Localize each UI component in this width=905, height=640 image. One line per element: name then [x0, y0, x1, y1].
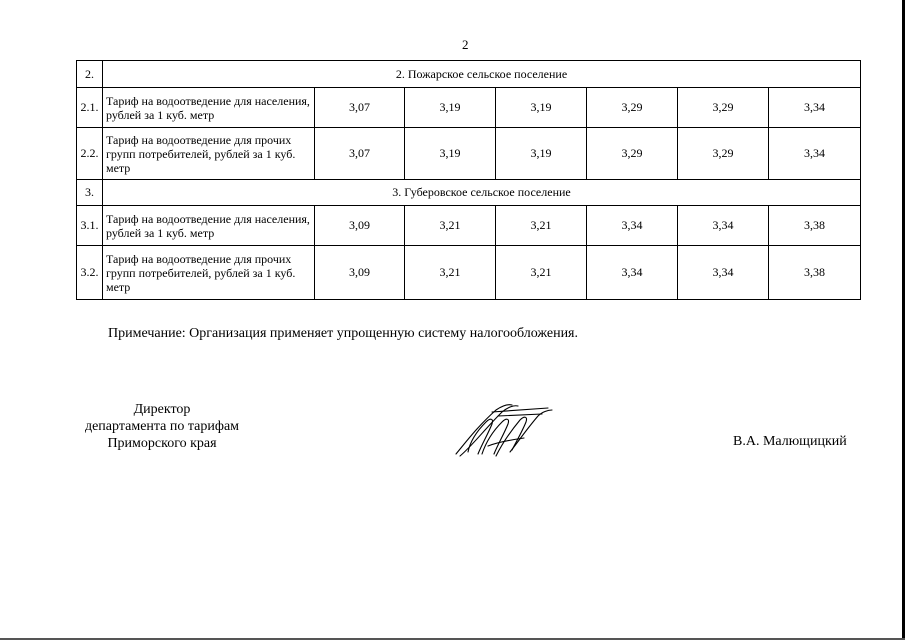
- section-number: 3.: [77, 180, 103, 206]
- section-header-row: [77, 180, 861, 206]
- page-number: 2: [462, 37, 469, 52]
- section-title: 3. Губеровское сельское поселение: [103, 180, 861, 206]
- table-row: [77, 128, 861, 180]
- table-row: [77, 206, 861, 246]
- tariff-value: 3,34: [587, 206, 678, 246]
- note-text: Примечание: Организация применяет упрощенную систему налогообложения.: [108, 326, 578, 341]
- tariff-value: 3,07: [315, 128, 405, 180]
- row-description: Тариф на водоотведение для населения, рублей за 1 куб. метр: [103, 88, 315, 128]
- tariff-value: 3,34: [678, 206, 769, 246]
- signer-name: В.А. Малющицкий: [733, 434, 847, 449]
- tariff-value: 3,34: [769, 88, 861, 128]
- director-line: департамента по тарифам: [84, 419, 240, 434]
- tariff-value: 3,09: [315, 206, 405, 246]
- table-row: [77, 246, 861, 300]
- tariff-value: 3,34: [678, 246, 769, 300]
- director-line: Приморского края: [107, 436, 217, 451]
- row-description: Тариф на водоотведение для прочих групп потребителей, рублей за 1 куб. метр: [103, 246, 315, 300]
- tariff-value: 3,21: [405, 246, 496, 300]
- section-title: 2. Пожарское сельское поселение: [103, 61, 861, 88]
- row-number: 2.2.: [77, 128, 103, 180]
- director-title: [74, 401, 250, 452]
- director-line: Директор: [133, 402, 191, 417]
- section-number: 2.: [77, 61, 103, 88]
- row-description: Тариф на водоотведение для прочих групп потребителей, рублей за 1 куб. метр: [103, 128, 315, 180]
- tariff-value: 3,29: [587, 88, 678, 128]
- row-description: Тариф на водоотведение для населения, рублей за 1 куб. метр: [103, 206, 315, 246]
- row-number: 3.2.: [77, 246, 103, 300]
- tariff-value: 3,21: [405, 206, 496, 246]
- tariff-value: 3,38: [769, 246, 861, 300]
- section-header-row: [77, 61, 861, 88]
- tariff-value: 3,34: [769, 128, 861, 180]
- tariff-value: 3,21: [496, 206, 587, 246]
- tariff-value: 3,19: [496, 88, 587, 128]
- tariff-value: 3,21: [496, 246, 587, 300]
- tariff-value: 3,09: [315, 246, 405, 300]
- row-number: 3.1.: [77, 206, 103, 246]
- tariff-value: 3,19: [405, 88, 496, 128]
- tariff-value: 3,19: [496, 128, 587, 180]
- tariff-value: 3,19: [405, 128, 496, 180]
- table-row: [77, 88, 861, 128]
- row-number: 2.1.: [77, 88, 103, 128]
- tariff-table: [76, 60, 861, 300]
- signature-image: [452, 402, 556, 460]
- tariff-value: 3,29: [587, 128, 678, 180]
- tariff-value: 3,29: [678, 88, 769, 128]
- tariff-value: 3,29: [678, 128, 769, 180]
- tariff-value: 3,07: [315, 88, 405, 128]
- tariff-value: 3,38: [769, 206, 861, 246]
- tariff-value: 3,34: [587, 246, 678, 300]
